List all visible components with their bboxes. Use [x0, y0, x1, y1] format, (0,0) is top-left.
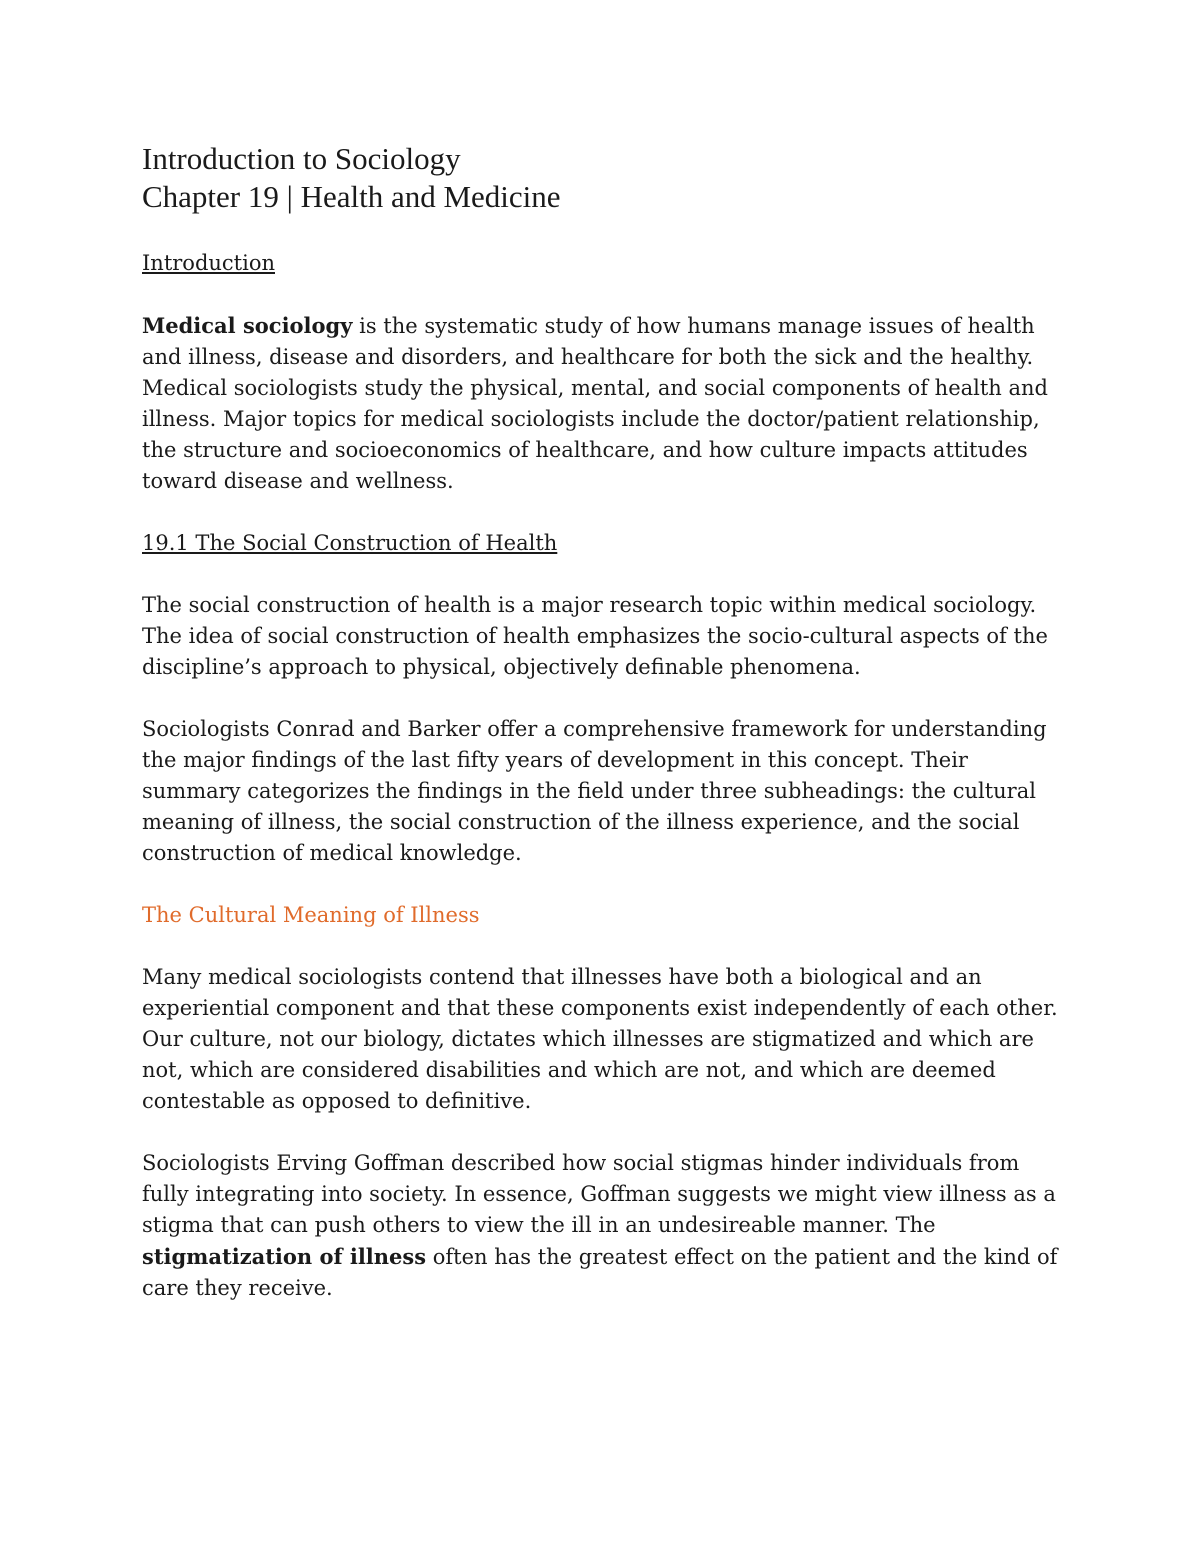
section-19-1-paragraph-1: The social construction of health is a major research topic within medical sociology. The idea of social construction of health emphasizes the socio-cultural aspects of the discipline’s approach to physical, objectively definable phenomena. [142, 593, 1048, 679]
stigmatization-term: stigmatization of illness [142, 1244, 427, 1269]
cultural-meaning-paragraph-1: Many medical sociologists contend that illnesses have both a biological and an experiential component and that these components exist independently of each other. Our culture, not our biology, dictates which illnesses are stigmatized and which are not, which are considered disabilities and which are not, and which are deemed contestable as opposed to definitive. [142, 965, 1058, 1113]
intro-text: is the systematic study of how humans manage issues of health and illness, disease and disorders, and healthcare for both the sick and the healthy. Medical sociologists study the physical, mental, and social components of health and illness. Major topics for medical sociologists include the doctor/patient relationship, the structure and socioeconomics of healthcare, and how culture impacts attitudes toward disease and wellness. [142, 314, 1048, 493]
para2-text-after: often has the greatest effect on the patient and the kind of care they receive. [142, 1245, 1058, 1300]
para2-text-before: Sociologists Erving Goffman described how social stigmas hinder individuals from fully integrating into society. In essence, Goffman suggests we might view illness as a stigma that can push others to view the ill in an undesireable manner. The [142, 1151, 1056, 1237]
intro-term: Medical sociology [142, 313, 353, 338]
cultural-meaning-heading: The Cultural Meaning of Illness [142, 903, 480, 927]
intro-paragraph [142, 310, 1072, 497]
book-title: Introduction to Sociology [142, 141, 461, 176]
cultural-meaning-paragraph-2 [142, 1148, 1072, 1304]
intro-heading: Introduction [142, 251, 275, 275]
chapter-title: Chapter 19 | Health and Medicine [142, 179, 561, 214]
section-19-1-paragraph-2: Sociologists Conrad and Barker offer a comprehensive framework for understanding the major findings of the last fifty years of development in this concept. Their summary categorizes the findings in the field under three subheadings: the cultural meaning of illness, the social construction of the illness experience, and the social construction of medical knowledge. [142, 717, 1047, 865]
document-page [142, 140, 1072, 1335]
section-19-1-heading: 19.1 The Social Construction of Health [142, 531, 558, 555]
